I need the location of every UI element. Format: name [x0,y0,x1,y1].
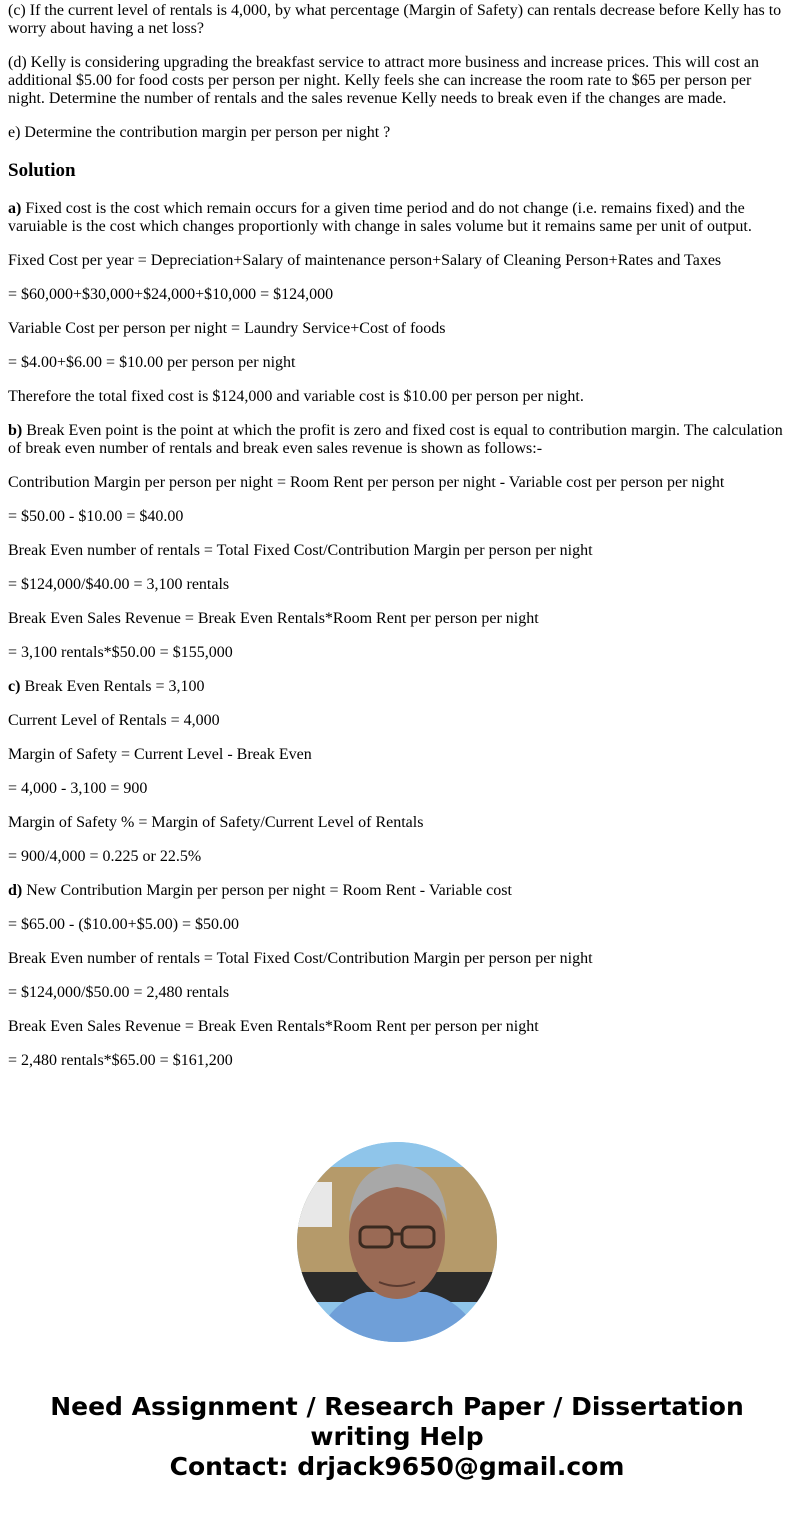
solution-paragraph [8,950,786,968]
document [0,2,794,1070]
paragraph-text: Margin of Safety = Current Level - Break Even [8,746,312,763]
paragraph-text: Break Even number of rentals = Total Fixed Cost/Contribution Margin per person per night [8,950,593,967]
solution-paragraph [8,678,786,696]
paragraph-text: = $65.00 - ($10.00+$5.00) = $50.00 [8,916,240,933]
paragraph-text: Variable Cost per person per night = Laundry Service+Cost of foods [8,320,446,337]
paragraph-text: Fixed cost is the cost which remain occurs for a given time period and do not change (i.e. remains fixed) and the varuiable is the cost which changes proportionly with change in sales volume but it remains same per unit of output. [8,200,752,235]
paragraph-text: Contribution Margin per person per night = Room Rent per person per night - Variable cost per person per night [8,474,725,491]
footer-contact: Contact: drjack9650@gmail.com [169,1452,625,1481]
solution-paragraph [8,422,786,458]
paragraph-text: Break Even Sales Revenue = Break Even Rentals*Room Rent per person per night [8,610,539,627]
solution-paragraph [8,610,786,628]
solution-paragraph [8,644,786,662]
author-photo-icon [297,1142,497,1342]
footer-line-1: Need Assignment / Research Paper / Dissertation [50,1392,744,1421]
solution-paragraph [8,474,786,492]
paragraph-text: Current Level of Rentals = 4,000 [8,712,220,729]
solution-paragraph [8,320,786,338]
solution-paragraph [8,780,786,798]
question-paragraph: e) Determine the contribution margin per person per night ? [8,124,391,141]
paragraph-text: Break Even number of rentals = Total Fixed Cost/Contribution Margin per person per night [8,542,593,559]
paragraph-text: = $60,000+$30,000+$24,000+$10,000 = $124,000 [8,286,334,303]
contact-footer [0,1392,794,1482]
paragraph-text: Break Even Sales Revenue = Break Even Rentals*Room Rent per person per night [8,1018,539,1035]
solution-paragraph [8,576,786,594]
solution-paragraph [8,252,786,270]
paragraph-text: = 2,480 rentals*$65.00 = $161,200 [8,1052,233,1069]
questions [8,2,786,142]
solution-paragraph [8,984,786,1002]
part-label: d) [8,882,23,899]
part-label: b) [8,422,23,439]
avatar-container [0,1142,794,1342]
paragraph-text: = 900/4,000 = 0.225 or 22.5% [8,848,202,865]
paragraph-text: Margin of Safety % = Margin of Safety/Current Level of Rentals [8,814,424,831]
author-avatar [297,1142,497,1342]
paragraph-text: = $124,000/$40.00 = 3,100 rentals [8,576,230,593]
solution-paragraph [8,286,786,304]
solution-paragraph [8,814,786,832]
solution-paragraph [8,712,786,730]
question-paragraph: (c) If the current level of rentals is 4,000, by what percentage (Margin of Safety) can rentals decrease before Kelly has to worry about having a net loss? [8,2,782,37]
paragraph-text: Break Even Rentals = 3,100 [20,678,205,695]
solution-paragraph [8,1018,786,1036]
solution-paragraph [8,882,786,900]
paragraph-text: = $50.00 - $10.00 = $40.00 [8,508,184,525]
footer-line-2: writing Help [310,1422,484,1451]
solution-paragraph [8,916,786,934]
paragraph-text: Therefore the total fixed cost is $124,000 and variable cost is $10.00 per person per night. [8,388,584,405]
paragraph-text: = 4,000 - 3,100 = 900 [8,780,148,797]
solution-paragraph [8,388,786,406]
part-label: a) [8,200,22,217]
paragraph-text: = $4.00+$6.00 = $10.00 per person per night [8,354,296,371]
solution-paragraph [8,508,786,526]
solution-paragraph [8,848,786,866]
solution-paragraph [8,354,786,372]
paragraph-text: = 3,100 rentals*$50.00 = $155,000 [8,644,233,661]
part-label: c) [8,678,21,695]
solution-body [8,200,786,1070]
solution-paragraph [8,1052,786,1070]
solution-paragraph [8,746,786,764]
solution-paragraph [8,542,786,560]
question-paragraph: (d) Kelly is considering upgrading the breakfast service to attract more business and increase prices. This will cost an additional $5.00 for food costs per person per night. Kelly feels she can increase the room rate to $65 per person per night. Determine the number of rentals and the sales revenue Kelly needs to break even if the changes are made. [8,54,760,107]
solution-paragraph [8,200,786,236]
paragraph-text: = $124,000/$50.00 = 2,480 rentals [8,984,230,1001]
paragraph-text: New Contribution Margin per person per night = Room Rent - Variable cost [22,882,512,899]
paragraph-text: Break Even point is the point at which the profit is zero and fixed cost is equal to contribution margin. The calculation of break even number of rentals and break even sales revenue is shown as follows:- [8,422,783,457]
paragraph-text: Fixed Cost per year = Depreciation+Salary of maintenance person+Salary of Cleaning Person+Rates and Taxes [8,252,722,269]
solution-heading: Solution [8,160,76,181]
